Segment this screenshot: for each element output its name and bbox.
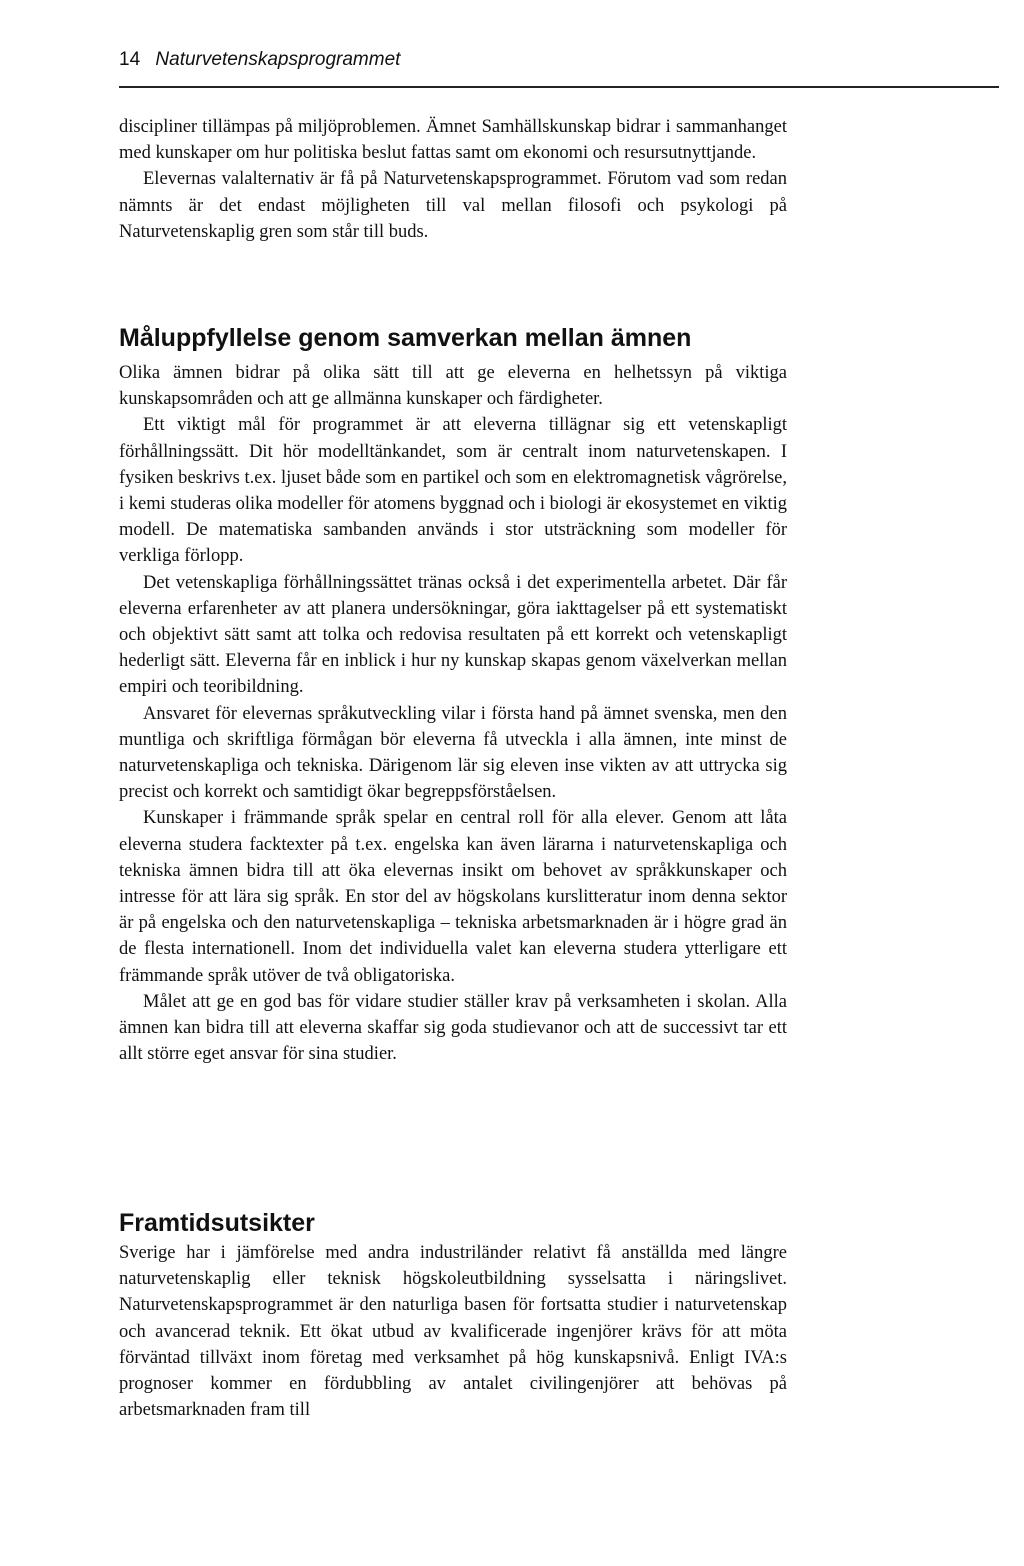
- paragraph: Kunskaper i främmande språk spelar en central roll för alla elever. Genom att låta eleverna studera facktexter på t.ex. engelska kan även lärarna i naturvetenskapliga och tekniska ämnen bidra till att öka elevernas insikt om behovet av språkkunskaper och intresse för att lära sig språk. En stor del av högskolans kurslitteratur inom denna sektor är på engelska och den naturvetenskapliga – tekniska arbetsmarknaden är i högre grad än de flesta internationell. Inom det individuella valet kan eleverna studera ytterligare ett främmande språk utöver de två obligatoriska.: [119, 808, 787, 986]
- paragraph: Ett viktigt mål för programmet är att eleverna tillägnar sig ett vetenskapligt förhållningssätt. Dit hör modelltänkandet, som är centralt inom naturvetenskapen. I fysiken beskrivs t.ex. ljuset både som en partikel och som en elektromagnetisk vågrörelse, i kemi studeras olika modeller för atomens byggnad och i biologi är ekosystemet en viktig modell. De matematiska sambanden används i stor utsträckning som modeller för verkliga förlopp.: [119, 415, 787, 567]
- paragraph: Ansvaret för elevernas språkutveckling vilar i första hand på ämnet svenska, men den muntliga och skriftliga förmågan bör eleverna få utveckla i alla ämnen, inte minst de naturvetenskapliga och tekniska. Därigenom lär sig eleven inse vikten av att uttrycka sig precist och korrekt och samtidigt ökar begreppsförståelsen.: [119, 703, 787, 803]
- paragraph: Olika ämnen bidrar på olika sätt till att ge eleverna en helhetssyn på viktiga kunskapsområden och att ge allmänna kunskaper och färdigheter.: [119, 363, 787, 410]
- section-text-block: [119, 1240, 787, 1423]
- intro-text-block: [119, 114, 787, 245]
- header-rule: [119, 86, 999, 88]
- paragraph: Sverige har i jämförelse med andra industriländer relativt få anställda med längre naturvetenskaplig eller teknisk högskoleutbildning sysselsatta i näringslivet. Naturvetenskapsprogrammet är den naturliga basen för fortsatta studier i naturvetenskap och avancerad teknik. Ett ökat utbud av kvalificerade ingenjörer krävs för att möta förväntad tillväxt inom företag med verksamhet på hög kunskapsnivå. Enligt IVA:s prognoser kommer en fördubbling av antalet civilingenjörer att behövas på arbetsmarknaden fram till: [119, 1243, 787, 1421]
- paragraph: discipliner tillämpas på miljöproblemen. Ämnet Samhällskunskap bidrar i sammanhanget med kunskaper om hur politiska beslut fattas samt om ekonomi och resursutnyttjande.: [119, 117, 787, 164]
- section-heading: Framtidsutsikter: [119, 1209, 315, 1237]
- running-header-title: Naturvetenskapsprogrammet: [155, 49, 401, 70]
- paragraph: Det vetenskapliga förhållningssättet tränas också i det experimentella arbetet. Där får eleverna erfarenheter av att planera undersökningar, göra iakttagelser på ett systematiskt och objektivt sätt samt att tolka och redovisa resultaten på ett korrekt och vetenskapligt hederligt sätt. Eleverna får en inblick i hur ny kunskap skapas genom växelverkan mellan empiri och teoribildning.: [119, 572, 787, 698]
- section-text-block: [119, 360, 787, 1067]
- running-header: [119, 48, 899, 72]
- paragraph: Målet att ge en god bas för vidare studier ställer krav på verksamheten i skolan. Alla ämnen kan bidra till att eleverna skaffar sig goda studievanor och att de successivt tar ett allt större eget ansvar för sina studier.: [119, 991, 787, 1065]
- paragraph: Elevernas valalternativ är få på Naturvetenskapsprogrammet. Förutom vad som redan nämnts är det endast möjligheten till val mellan filosofi och psykologi på Naturvetenskaplig gren som står till buds.: [119, 169, 787, 242]
- section-heading: Måluppfyllelse genom samverkan mellan ämnen: [119, 324, 692, 352]
- page-number: 14: [119, 49, 141, 70]
